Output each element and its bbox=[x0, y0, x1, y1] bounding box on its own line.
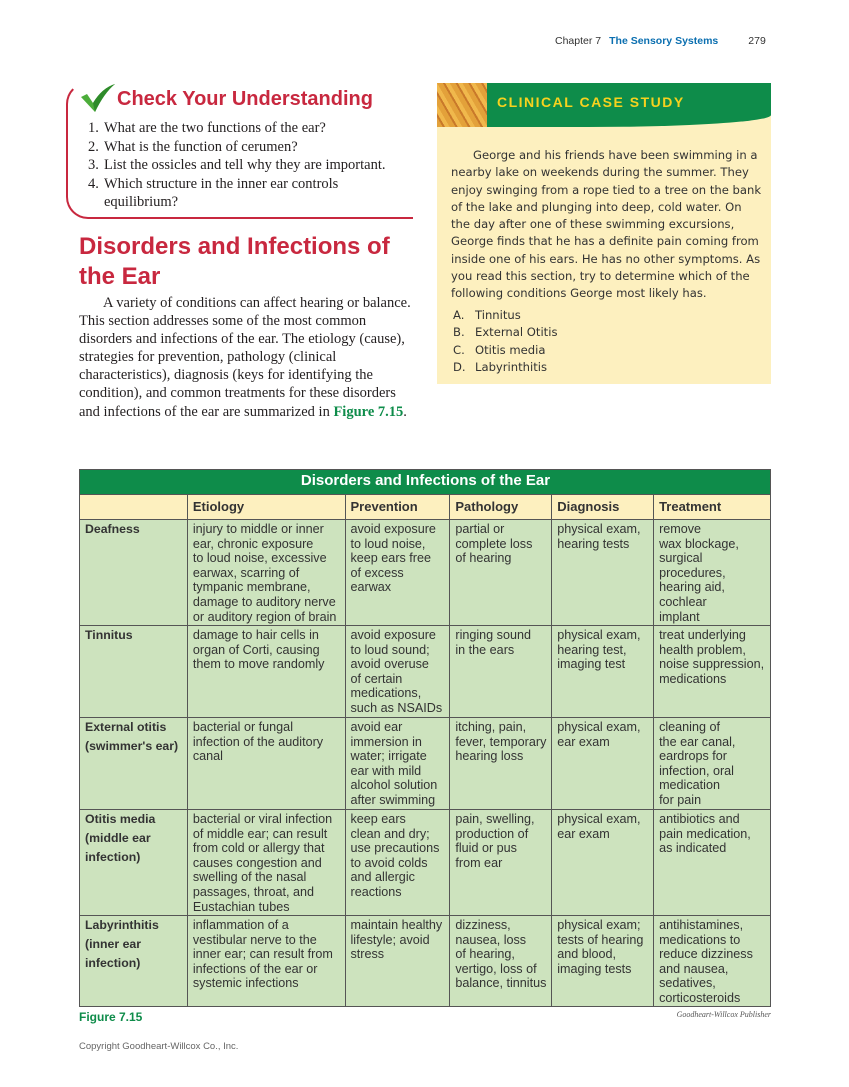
case-option bbox=[453, 342, 558, 359]
question-item bbox=[88, 138, 385, 157]
question-text: Which structure in the inner ear controls equilibrium? bbox=[104, 175, 339, 210]
case-option bbox=[453, 324, 558, 341]
table-cell: treat underlying health problem, noise suppression, medications bbox=[654, 626, 771, 718]
table-cell: bacterial or fungal infection of the auditory canal bbox=[187, 718, 345, 810]
intro-end: . bbox=[403, 403, 407, 420]
table-cell: bacterial or viral infection of middle ear; can result from cold or allergy that causes congestion and swelling of the nasal passages, throat, and Eustachian tubes bbox=[187, 810, 345, 916]
figure-label: Figure 7.15 bbox=[79, 1010, 143, 1024]
question-item bbox=[88, 175, 385, 212]
chapter-label: Chapter 7 bbox=[555, 35, 602, 47]
case-option bbox=[453, 307, 558, 324]
checkmark-icon bbox=[80, 83, 116, 113]
question-number: 2. bbox=[88, 138, 99, 155]
row-header: External otitis (swimmer's ear) bbox=[80, 718, 188, 810]
row-header: Deafness bbox=[80, 520, 188, 626]
table-cell: remove wax blockage, surgical procedures, hearing aid, cochlear implant bbox=[654, 520, 771, 626]
table-cell: injury to middle or inner ear, chronic exposure to loud noise, excessive earwax, scarring of tympanic membrane, damage to auditory nerve or auditory region of brain bbox=[187, 520, 345, 626]
column-header: Prevention bbox=[345, 495, 450, 520]
table-cell: ringing sound in the ears bbox=[450, 626, 552, 718]
question-item bbox=[88, 119, 385, 138]
case-study-title: CLINICAL CASE STUDY bbox=[497, 94, 685, 110]
column-header bbox=[80, 495, 188, 520]
option-text: External Otitis bbox=[475, 325, 558, 340]
table-cell: keep ears clean and dry; use precautions to avoid colds and allergic reactions bbox=[345, 810, 450, 916]
table-cell: antibiotics and pain medication, as indicated bbox=[654, 810, 771, 916]
table-row bbox=[80, 520, 771, 626]
table-cell: itching, pain, fever, temporary hearing loss bbox=[450, 718, 552, 810]
table-cell: avoid ear immersion in water; irrigate ear with mild alcohol solution after swimming bbox=[345, 718, 450, 810]
option-text: Labyrinthitis bbox=[475, 359, 548, 374]
section-heading: Disorders and Infections of the Ear bbox=[79, 233, 390, 290]
column-header: Etiology bbox=[187, 495, 345, 520]
table-cell: physical exam, hearing tests bbox=[552, 520, 654, 626]
table-cell: physical exam; tests of hearing and blood, imaging tests bbox=[552, 916, 654, 1007]
table-cell: avoid exposure to loud sound; avoid overuse of certain medications, such as NSAIDs bbox=[345, 626, 450, 718]
row-header: Tinnitus bbox=[80, 626, 188, 718]
table-cell: inflammation of a vestibular nerve to the inner ear; can result from infections of the ear or systemic infections bbox=[187, 916, 345, 1007]
case-study-text: George and his friends have been swimming in a nearby lake on weekends during the summer. They enjoy swinging from a rope tied to a tree on the bank of the lake and plunging into deep, cold water. On the day after one of these swimming excursions, George finds that he has a definite pain coming from inside one of his ears. He has no other symptoms. As you read this section, try to determine which of the following conditions George most likely has. bbox=[451, 148, 762, 301]
table-cell: physical exam, hearing test, imaging test bbox=[552, 626, 654, 718]
page-number: 279 bbox=[748, 35, 766, 47]
table-cell: antihistamines, medications to reduce dizziness and nausea, sedatives, corticosteroids bbox=[654, 916, 771, 1007]
disorders-table bbox=[79, 469, 771, 1007]
question-text: List the ossicles and tell why they are important. bbox=[104, 157, 386, 173]
option-letter: D. bbox=[453, 359, 466, 374]
question-text: What is the function of cerumen? bbox=[104, 138, 298, 155]
running-head bbox=[555, 35, 766, 47]
row-header: Otitis media (middle ear infection) bbox=[80, 810, 188, 916]
question-number: 3. bbox=[88, 157, 99, 173]
table-title: Disorders and Infections of the Ear bbox=[80, 470, 771, 495]
table-cell: pain, swelling, production of fluid or pus from ear bbox=[450, 810, 552, 916]
figure-link[interactable]: Figure 7.15 bbox=[333, 403, 404, 420]
clinical-case-study-box bbox=[437, 83, 771, 384]
question-item bbox=[88, 156, 385, 175]
intro-paragraph bbox=[79, 294, 414, 421]
copyright: Copyright Goodheart-Willcox Co., Inc. bbox=[79, 1041, 239, 1052]
wood-texture-icon bbox=[437, 83, 487, 127]
table-cell: physical exam, ear exam bbox=[552, 718, 654, 810]
option-letter: B. bbox=[453, 325, 465, 340]
option-text: Otitis media bbox=[475, 342, 546, 357]
column-header: Treatment bbox=[654, 495, 771, 520]
question-number: 4. bbox=[88, 175, 99, 192]
table-row bbox=[80, 916, 771, 1007]
question-list bbox=[88, 119, 385, 212]
table-cell: cleaning of the ear canal, eardrops for infection, oral medication for pain bbox=[654, 718, 771, 810]
table-cell: partial or complete loss of hearing bbox=[450, 520, 552, 626]
table-cell: maintain healthy lifestyle; avoid stress bbox=[345, 916, 450, 1007]
table-row bbox=[80, 718, 771, 810]
table-row bbox=[80, 810, 771, 916]
question-text: What are the two functions of the ear? bbox=[104, 120, 326, 136]
option-text: Tinnitus bbox=[475, 308, 521, 322]
check-understanding-title: Check Your Understanding bbox=[117, 88, 373, 110]
table-cell: avoid exposure to loud noise, keep ears free of excess earwax bbox=[345, 520, 450, 626]
table-cell: dizziness, nausea, loss of hearing, vertigo, loss of balance, tinnitus bbox=[450, 916, 552, 1007]
column-header: Diagnosis bbox=[552, 495, 654, 520]
chapter-title: The Sensory Systems bbox=[609, 35, 719, 47]
publisher-credit: Goodheart-Willcox Publisher bbox=[676, 1010, 771, 1019]
table-row bbox=[80, 626, 771, 718]
option-letter: C. bbox=[453, 342, 465, 357]
option-letter: A. bbox=[453, 308, 465, 322]
intro-text: A variety of conditions can affect hearing or balance. This section addresses some of the most common disorders and infections of the ear. The etiology (cause), strategies for prevention, pathology (clinical characteristics), diagnosis (keys for identifying the condition), and common treatments for these disorders and infections of the ear are summarized in bbox=[79, 295, 411, 420]
table-cell: damage to hair cells in organ of Corti, causing them to move randomly bbox=[187, 626, 345, 718]
table-cell: physical exam, ear exam bbox=[552, 810, 654, 916]
column-header: Pathology bbox=[450, 495, 552, 520]
question-number: 1. bbox=[88, 120, 99, 136]
case-options bbox=[453, 307, 558, 376]
case-option bbox=[453, 359, 558, 376]
row-header: Labyrinthitis (inner ear infection) bbox=[80, 916, 188, 1007]
